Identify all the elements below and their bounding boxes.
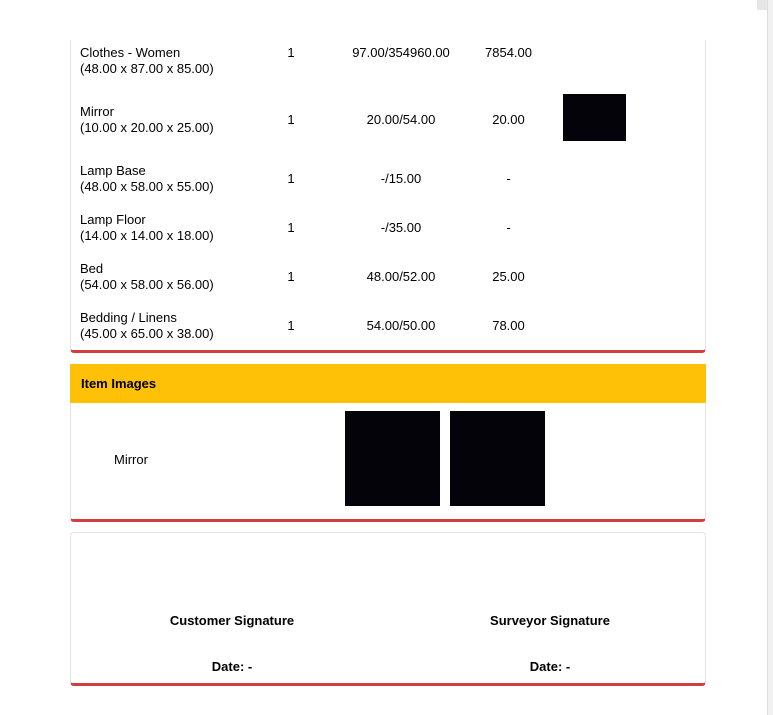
item-dimensions: (45.00 x 65.00 x 38.00) xyxy=(80,326,214,341)
item-name: Mirror xyxy=(80,104,114,119)
item-value: 20.00 xyxy=(492,112,525,127)
item-images-header: Item Images xyxy=(70,364,706,403)
item-dimensions: (54.00 x 58.00 x 56.00) xyxy=(80,277,214,292)
item-dimensions: (48.00 x 87.00 x 85.00) xyxy=(80,61,214,76)
surveyor-signature-label: Surveyor Signature xyxy=(490,613,610,628)
item-quantity: 1 xyxy=(287,45,295,60)
items-list-card xyxy=(70,40,706,353)
table-row xyxy=(71,45,705,85)
item-dimensions: (10.00 x 20.00 x 25.00) xyxy=(80,120,214,135)
item-thumbnail-image[interactable] xyxy=(563,94,626,141)
item-photo-image[interactable] xyxy=(450,411,545,506)
item-photo-image[interactable] xyxy=(345,411,440,506)
item-value: - xyxy=(506,171,511,186)
item-name-cell xyxy=(80,45,280,77)
item-price: -/35.00 xyxy=(380,220,422,235)
item-quantity: 1 xyxy=(287,269,295,284)
item-quantity: 1 xyxy=(287,112,295,127)
page-corner xyxy=(757,0,767,10)
item-price: -/15.00 xyxy=(380,171,422,186)
item-dimensions: (48.00 x 58.00 x 55.00) xyxy=(80,179,214,194)
item-name: Bed xyxy=(80,261,104,276)
item-name-cell xyxy=(80,104,280,136)
table-row xyxy=(71,212,705,252)
item-price: 20.00/54.00 xyxy=(366,112,436,127)
item-value: 7854.00 xyxy=(485,45,532,60)
item-images-card xyxy=(70,403,706,522)
surveyor-signature-date: Date: - xyxy=(529,659,571,674)
item-name-cell xyxy=(80,163,280,195)
item-price: 54.00/50.00 xyxy=(366,318,436,333)
item-quantity: 1 xyxy=(287,318,295,333)
item-quantity: 1 xyxy=(287,220,295,235)
item-value: 78.00 xyxy=(492,318,525,333)
table-row xyxy=(71,163,705,203)
item-price: 97.00/354960.00 xyxy=(352,45,450,60)
customer-signature-label: Customer Signature xyxy=(169,613,295,628)
item-value: - xyxy=(506,220,511,235)
item-name: Clothes - Women xyxy=(80,45,181,60)
customer-signature-date: Date: - xyxy=(211,659,253,674)
item-name-cell xyxy=(80,261,280,293)
table-row xyxy=(71,261,705,301)
item-dimensions: (14.00 x 14.00 x 18.00) xyxy=(80,228,214,243)
signatures-card xyxy=(70,532,706,686)
item-name: Lamp Floor xyxy=(80,212,146,227)
table-row xyxy=(71,310,705,350)
item-image-label: Mirror xyxy=(114,452,148,467)
item-name-cell xyxy=(80,310,280,342)
item-name: Bedding / Linens xyxy=(80,310,177,325)
item-price: 48.00/52.00 xyxy=(366,269,436,284)
item-quantity: 1 xyxy=(287,171,295,186)
item-name-cell xyxy=(80,212,280,244)
item-value: 25.00 xyxy=(492,269,525,284)
item-name: Lamp Base xyxy=(80,163,146,178)
